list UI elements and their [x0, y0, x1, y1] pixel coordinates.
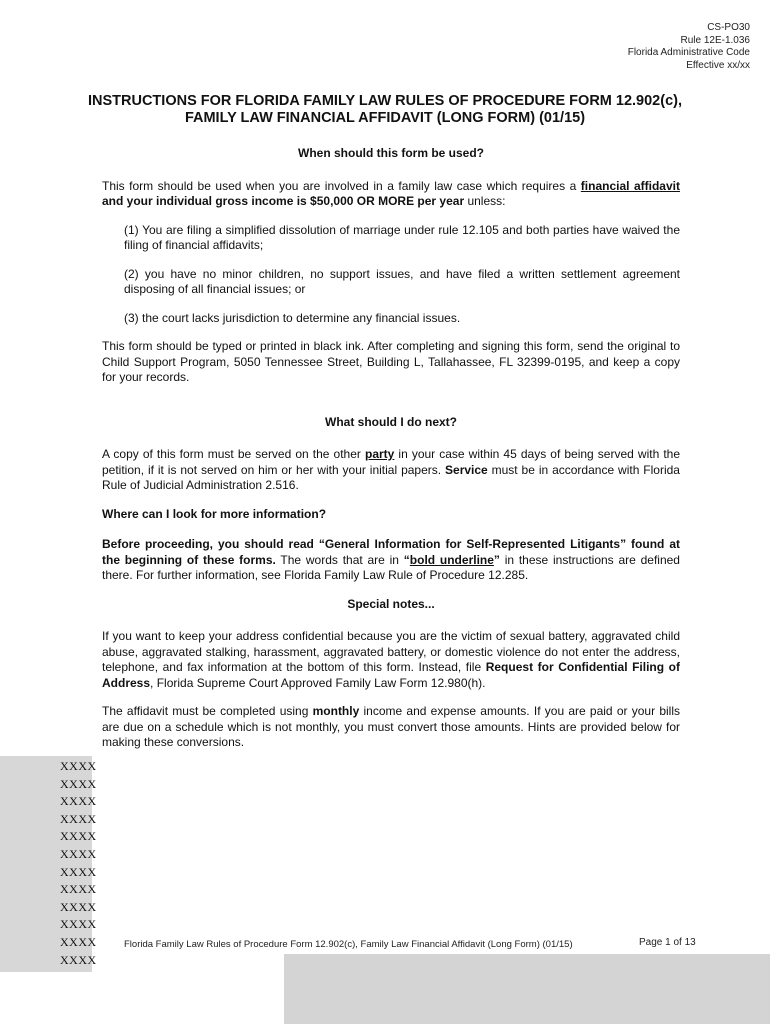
form-header	[628, 22, 750, 72]
when-text-end: unless:	[464, 194, 506, 208]
term-financial-affidavit: financial affidavit	[580, 178, 680, 193]
title-line-1: INSTRUCTIONS FOR FLORIDA FAMILY LAW RULES OF PROCEDURE FORM 12.902(c),	[87, 93, 682, 109]
form-code: CS-PO30	[707, 22, 750, 33]
next-text-end: must be in accordance with Florida Rule of Judicial Administration 2.516.	[102, 462, 680, 492]
margin-mark: XXXX	[60, 776, 97, 791]
when-paragraph	[102, 179, 680, 210]
margin-mark: XXXX	[60, 917, 97, 932]
list-item: (3) the court lacks jurisdiction to determine any financial issues.	[124, 310, 461, 325]
special-heading: Special notes...	[347, 596, 435, 611]
confidential-text-end: , Florida Supreme Court Approved Family Law Form 12.980(h).	[150, 675, 486, 690]
footer-form-title: Florida Family Law Rules of Procedure Form 12.902(c), Family Law Financial Affidavit (Long Form) (01/15)	[124, 939, 573, 950]
next-text: A copy of this form must be served on the other	[102, 447, 365, 461]
confidential-filing-form: Request for Confidential Filing of Address	[102, 660, 680, 690]
monthly-paragraph	[102, 704, 680, 751]
margin-mark: XXXX	[60, 811, 97, 826]
next-heading: What should I do next?	[325, 414, 457, 429]
monthly-term: monthly	[312, 704, 360, 718]
effective-date: Effective xx/xx	[686, 59, 750, 71]
filing-instructions: This form should be typed or printed in black ink. After completing and signing this form, send the original to Child Support Program, 5050 Tennessee Street, Building L, Tallahassee, FL 32399-0195, and keep a copy for your records.	[102, 339, 680, 384]
next-text-mid: in your case within 45 days of being served with the petition, if it is not served on him or her with your initial papers.	[102, 447, 680, 477]
confidential-paragraph	[102, 629, 680, 691]
when-text: This form should be used when you are involved in a family law case which requires a	[102, 178, 581, 193]
margin-mark: XXXX	[60, 794, 97, 809]
info-heading: Where can I look for more information?	[102, 506, 327, 521]
list-item: (1) You are filing a simplified dissolution of marriage under rule 12.105 and both parties have waived the filing of financial affidavits;	[124, 222, 680, 252]
monthly-text: The affidavit must be completed using	[102, 704, 313, 718]
document-body	[102, 146, 680, 764]
code-name: Florida Administrative Code	[627, 47, 750, 58]
page-number: Page 1 of 13	[639, 937, 696, 948]
info-paragraph	[102, 537, 680, 584]
margin-mark: XXXX	[60, 829, 97, 844]
margin-mark: XXXX	[60, 864, 97, 879]
term-party: party	[364, 447, 395, 461]
bold-open-quote: “	[403, 552, 410, 567]
info-text-end: in these instructions are defined there. For further information, see Florida Family Law Rule of Procedure 12.285.	[102, 552, 680, 582]
margin-mark: XXXX	[60, 882, 97, 897]
margin-mark: XXXX	[60, 759, 97, 773]
margin-mark: XXXX	[60, 952, 97, 967]
when-heading: When should this form be used?	[298, 146, 484, 160]
bold-close-quote: ”	[493, 552, 500, 567]
title-line-2: FAMILY LAW FINANCIAL AFFIDAVIT (LONG FORM) (01/15)	[184, 110, 586, 126]
term-bold-underline: bold underline	[409, 552, 494, 567]
margin-mark: XXXX	[60, 899, 97, 914]
footer-gray-block	[284, 954, 770, 1024]
margin-mark: XXXX	[60, 934, 97, 949]
monthly-text-end: income and expense amounts. If you are paid or your bills are due on a schedule which is not monthly, you must convert those amounts. Hints are provided below for making these conversions.	[102, 704, 680, 749]
page-title	[60, 93, 710, 127]
confidential-text: If you want to keep your address confidential because you are the victim of sexual battery, aggravated child abuse, aggravated stalking, harassment, aggravated battery, or domestic violence do not enter the address, telephone, and fax information at the bottom of this form. Instead, file	[102, 629, 680, 674]
list-item: (2) you have no minor children, no support issues, and have filed a written settlement agreement disposing of all financial issues; or	[124, 266, 680, 296]
margin-marks	[60, 758, 97, 969]
margin-mark: XXXX	[60, 846, 97, 861]
rule-number: Rule 12E-1.036	[680, 34, 750, 46]
income-threshold: and your individual gross income is $50,000 OR MORE per year	[102, 194, 465, 208]
read-general-info: Before proceeding, you should read “General Information for Self-Represented Litigants” found at the beginning of these forms.	[102, 537, 680, 567]
info-text-mid: The words that are in	[275, 552, 404, 567]
next-paragraph	[102, 447, 680, 494]
term-service: Service	[445, 462, 488, 477]
